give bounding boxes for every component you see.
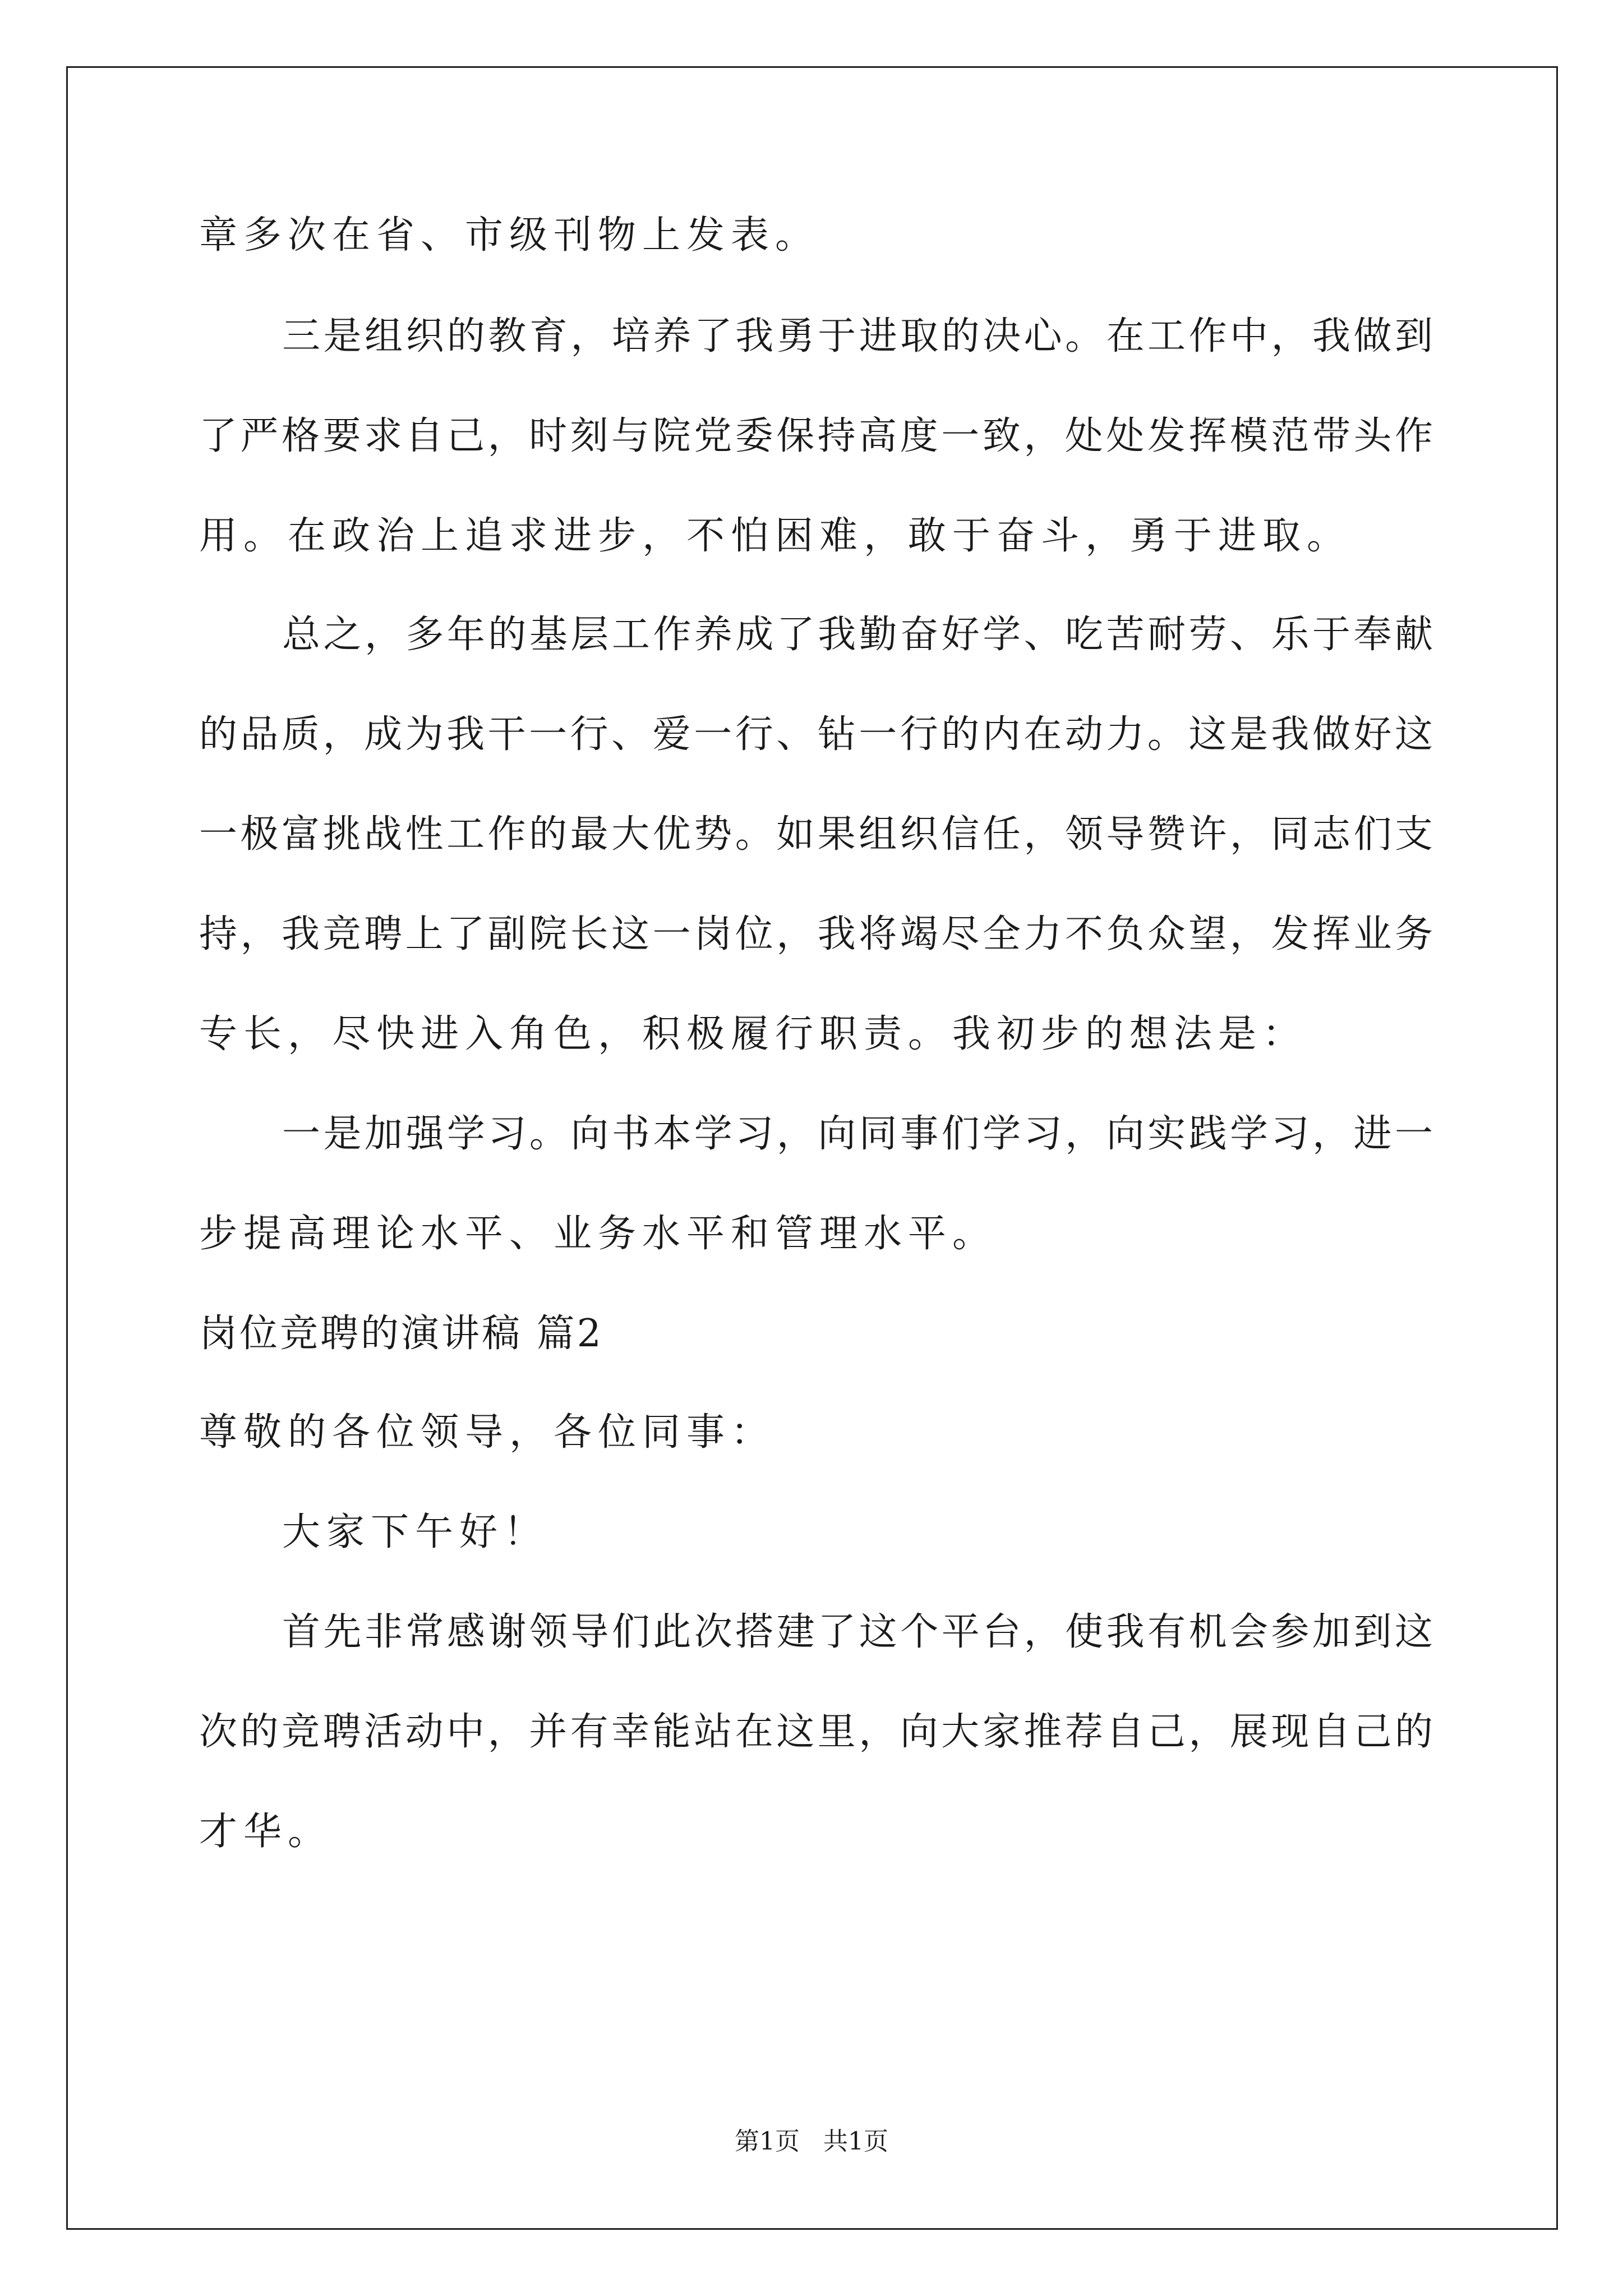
paragraph-line: 三是组织的教育，培养了我勇于进取的决心。在工作中，我做到: [282, 314, 1433, 358]
paragraph-line: 的品质，成为我干一行、爱一行、钻一行的内在动力。这是我做好这: [199, 712, 1433, 757]
paragraph-line: 章多次在省、市级刊物上发表。: [199, 213, 820, 257]
paragraph-line: 了严格要求自己，时刻与院党委保持高度一致，处处发挥模范带头作: [199, 414, 1433, 458]
paragraph-line: 持，我竞聘上了副院长这一岗位，我将竭尽全力不负众望，发挥业务: [199, 912, 1433, 956]
page-total: 共1页: [823, 2127, 888, 2156]
paragraph-line: 次的竞聘活动中，并有幸能站在这里，向大家推荐自己，展现自己的: [199, 1710, 1433, 1754]
paragraph-line: 一是加强学习。向书本学习，向同事们学习，向实践学习，进一: [282, 1112, 1433, 1156]
paragraph-line: 才华。: [199, 1810, 333, 1854]
greeting: 大家下午好！: [282, 1510, 548, 1554]
paragraph-line: 步提高理论水平、业务水平和管理水平。: [199, 1212, 997, 1256]
paragraph-line: 专长，尽快进入角色，积极履行职责。我初步的想法是：: [199, 1012, 1307, 1056]
section-heading: 岗位竞聘的演讲稿 篇2: [199, 1312, 603, 1356]
paragraph-line: 用。在政治上追求进步，不怕困难，敢于奋斗，勇于进取。: [199, 514, 1352, 558]
salutation: 尊敬的各位领导，各位同事：: [199, 1410, 776, 1455]
page-number: 第1页: [735, 2127, 800, 2156]
paragraph-line: 首先非常感谢领导们此次搭建了这个平台，使我有机会参加到这: [282, 1610, 1433, 1654]
paragraph-line: 总之，多年的基层工作养成了我勤奋好学、吃苦耐劳、乐于奉献: [282, 613, 1433, 657]
page-footer: [0, 2126, 1623, 2157]
paragraph-line: 一极富挑战性工作的最大优势。如果组织信任，领导赞许，同志们支: [199, 812, 1433, 857]
